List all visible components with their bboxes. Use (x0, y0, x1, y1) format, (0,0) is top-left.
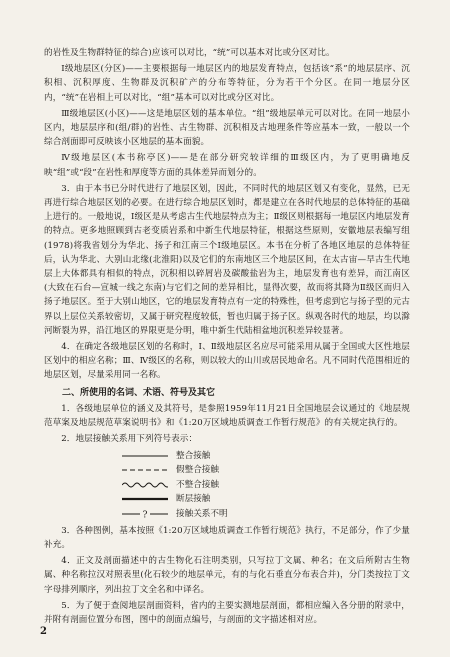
dashed-line-icon (122, 465, 176, 475)
paragraph: 5．为了便于查阅地层剖面资料，省内的主要实测地层剖面，都相应编入各分册的附录中，并附有剖面位置分布图，图中的剖面点编号，与剖面的文字描述相对应。 (44, 600, 410, 625)
legend-label: 假整合接触 (176, 465, 219, 476)
paragraph: Ⅳ级地层区(本书称亭区)——是在部分研究较详细的Ⅲ级区内，为了更明确地反映“组”或“段”在岩性和厚度等方面的具体差异而划分的。 (44, 153, 410, 178)
legend-label: 断层接触 (176, 494, 211, 505)
legend-label: 不整合接触 (176, 479, 219, 490)
paragraph: 3．由于本书已分时代进行了地层区划，因此，不同时代的地层区划又有变化，显然，已无再进行综合地层区划的必要。在进行综合地层区划时，都是建立在各时代地层的总体特征的基础上进行的。一般地说，Ⅰ级区是从考虑古生代地层特点为主；Ⅱ级区则根据每一地层区内地层发育的特点。更多地照顾到古老变质岩系和中新生代地层特征，根据这些原则，安徽地层表编写组(1978)将我省划分为华北、扬子和江南三个Ⅰ级地层区。本书在分析了各地区地层的总体特征后，认为华北、大别山北缘(北淮阳)以及它们的东南地区三个地层区间，在太古宙—早古生代地层上大体都具有相似的特点，沉积相以碎屑岩及碳酸盐岩为主，地层发育也有差异，而江南区(大致在石台—宣城一线之东南)与它们之间的差异相比，显得次要，故而将其降为Ⅱ级区而归入扬子地层区。至于大别山地区，它的地层发育特点有一定的特殊性，但考虑到它与扬子型的元古界以上层位关系较密切，又属于研究程度较低，暂也归属于扬子区。纵观各时代的地层，均以滁河断裂为界，沿江地区的界限更是分明，唯中新生代陆相盆地沉积差异较显著。 (44, 183, 410, 336)
question-mark-line-icon (122, 509, 176, 519)
legend-row-unclear (122, 506, 410, 521)
legend-row-fault (122, 492, 410, 507)
contact-symbol-legend (122, 448, 410, 521)
page-number: 2 (40, 626, 47, 637)
paragraph: 4．正文及剖面描述中的古生物化石注明类别，只写拉丁文属、种名；在文后所附古生物属、种名称拉汉对照表里(化石较少的地层单元，有的与化石垂直分布表合并)，分门类按拉丁文字母排列顺序，列出拉丁文全名和中译名。 (44, 556, 410, 595)
paragraph: 1．各级地层单位的涵义及其符号，是参照1959年11月21日全国地层会议通过的《地层规范草案及地层规范草案说明书》和《1:20万区域地质调查工作暂行规范》的有关规定执行的。 (44, 403, 410, 428)
svg-text:?: ? (142, 510, 148, 519)
fault-line-icon (122, 494, 176, 504)
paragraph: Ⅲ级地层区(小区)——这是地层区划的基本单位。“组”级地层单元可以对比。在同一地层小区内，地层层序和(组/群)的岩性、古生物群、沉积相及古地理条件等应基本一致，一般以一个综合剖面即可反映该小区地层的基本面貌。 (44, 108, 410, 148)
paragraph: 2．地层接触关系用下列符号表示： (61, 434, 198, 445)
paragraph: 的岩性及生物群特征的综合)应该可以对比，“统”可以基本对比或分区对比。 (44, 48, 335, 58)
legend-row-unconformable (122, 477, 410, 492)
legend-label: 整合接触 (176, 450, 211, 461)
paragraph: 4．在确定各级地层区划的名称时，Ⅰ、Ⅱ级地层区名应尽可能采用从属于全国或大区性地层区划中的相应名称；Ⅲ、Ⅳ级区的名称，则以较大的山川或居民地命名。凡不同时代范围相近的地层区划，尽量采用同一名称。 (44, 342, 410, 381)
legend-label: 接触关系不明 (176, 508, 228, 519)
legend-row-conformable (122, 448, 410, 463)
paragraph: 3．各种图例，基本按照《1:20万区域地质调查工作暂行规范》执行，不足部分，作了少量补充。 (44, 525, 410, 550)
wavy-line-icon (122, 480, 176, 490)
solid-line-icon (122, 451, 176, 461)
section-heading: 二、所使用的名词、术语、符号及其它 (62, 387, 216, 398)
legend-row-disconformable (122, 463, 410, 478)
paragraph: Ⅰ级地层区(分区)——主要根据每一地层区内的地层发育特点，包括该“系”的地层层序、沉积相、沉积厚度、生物群及沉积矿产的分布等特征，分为若干个分区。在同一地层分区内，“统”在岩相上可以对比，“组”基本可以对比或分区对比。 (44, 64, 410, 103)
